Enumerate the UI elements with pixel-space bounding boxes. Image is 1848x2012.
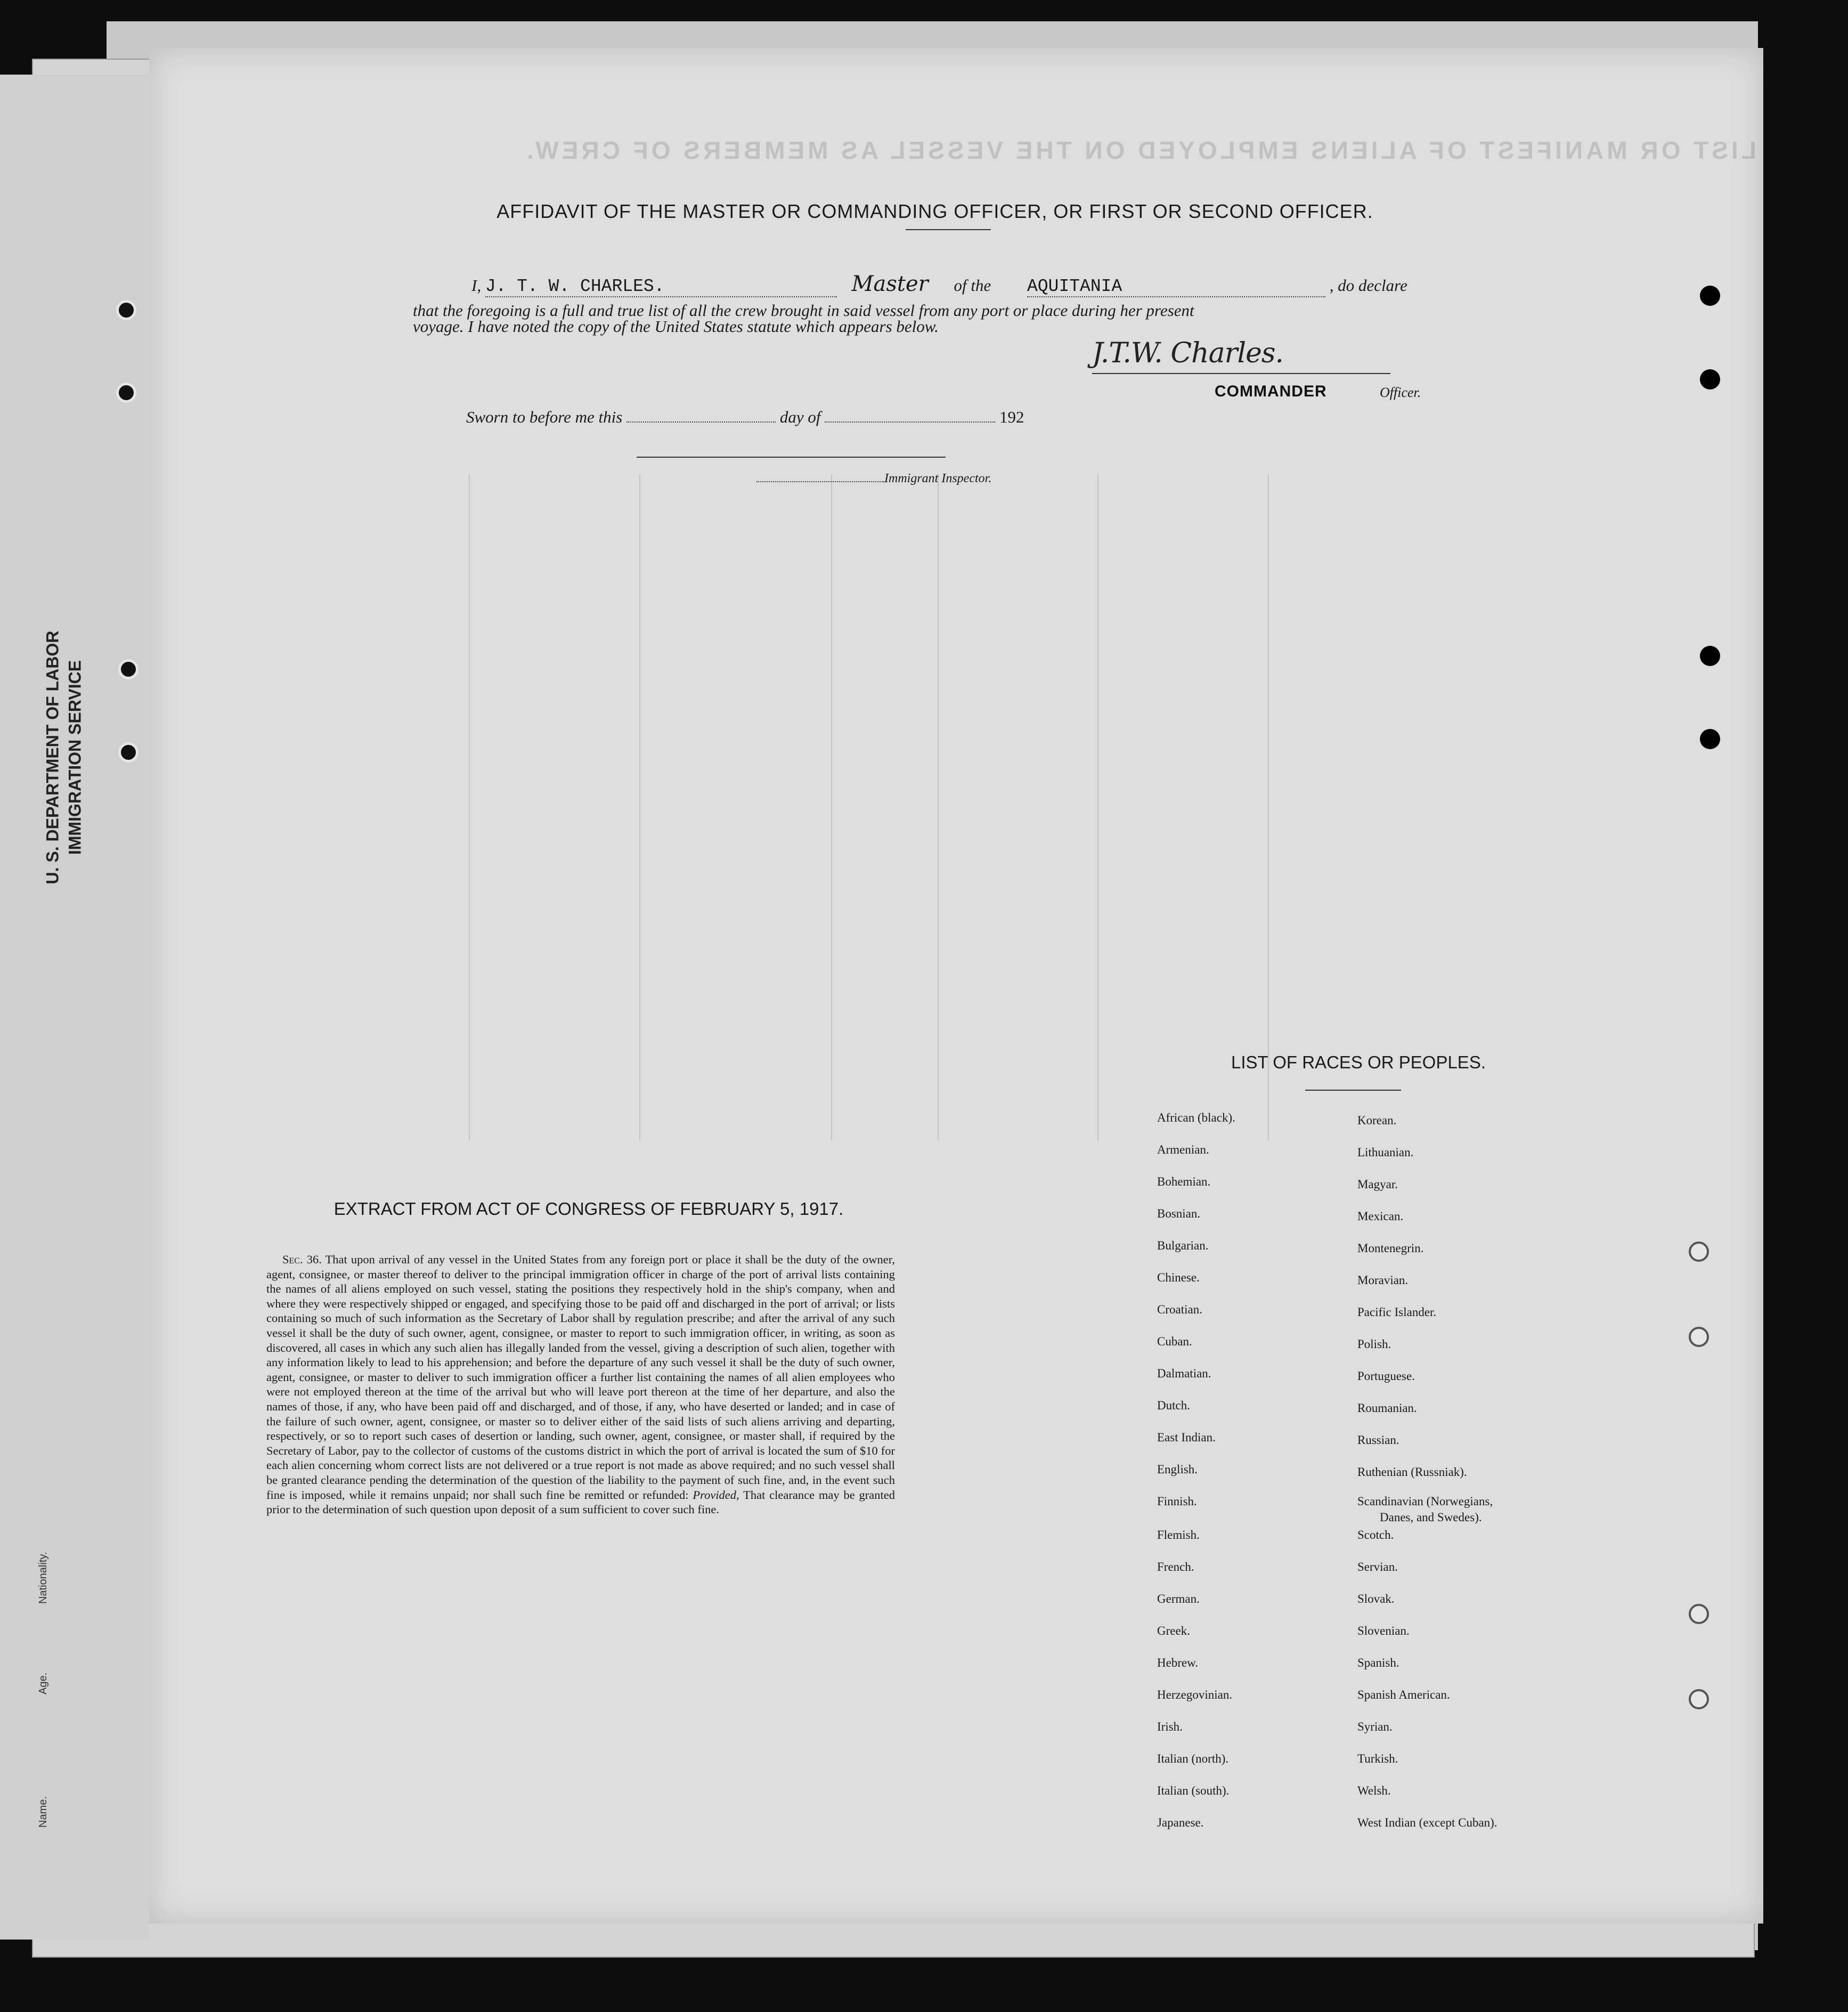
race-item: Cuban. <box>1157 1335 1192 1348</box>
of-the-text: of the <box>954 276 991 295</box>
race-item: Armenian. <box>1157 1143 1209 1156</box>
service-name: IMMIGRATION SERVICE <box>65 660 84 855</box>
race-item: Dutch. <box>1157 1399 1190 1412</box>
age-column-label: Age. <box>37 1672 49 1694</box>
race-item: Ruthenian (Russniak). <box>1357 1465 1467 1479</box>
department-name: U. S. DEPARTMENT OF LABOR <box>43 630 62 885</box>
affidavit-title: AFFIDAVIT OF THE MASTER OR COMMANDING OFFICER, OR FIRST OR SECOND OFFICER. <box>496 200 1373 222</box>
race-item: West Indian (except Cuban). <box>1357 1816 1497 1829</box>
commander-stamp: COMMANDER <box>1215 383 1327 400</box>
race-item: German. <box>1157 1592 1200 1605</box>
race-item: Dalmatian. <box>1157 1367 1211 1380</box>
day-of-text: day of <box>779 408 821 426</box>
races-title: LIST OF RACES OR PEOPLES. <box>1231 1052 1486 1072</box>
race-item: Italian (north). <box>1157 1752 1229 1765</box>
extract-title: EXTRACT FROM ACT OF CONGRESS OF FEBRUARY 5, 1917. <box>333 1199 844 1219</box>
race-item: Italian (south). <box>1157 1784 1230 1797</box>
race-item: Greek. <box>1157 1624 1190 1637</box>
divider <box>1305 1090 1401 1091</box>
race-item: Roumanian. <box>1357 1401 1417 1415</box>
punch-hole <box>118 659 139 679</box>
provided-word: Provided, <box>693 1488 739 1502</box>
sworn-month-blank <box>825 421 995 423</box>
sworn-day-blank <box>626 421 776 423</box>
rank: Master <box>851 272 929 296</box>
declaration-line-2: that the foregoing is a full and true list of all the crew brought in said vessel from any port or place during her present <box>413 301 1194 320</box>
inspector-label: Immigrant Inspector. <box>884 472 992 485</box>
race-item: Croatian. <box>1157 1303 1202 1316</box>
nationality-column-label: Nationality. <box>37 1552 49 1604</box>
race-item: Polish. <box>1357 1337 1391 1351</box>
race-item: Herzegovinian. <box>1157 1688 1233 1701</box>
department-label <box>42 518 86 997</box>
vessel-name: AQUITANIA <box>1027 277 1325 297</box>
inspector-signature-line <box>637 457 946 458</box>
officer-label: Officer. <box>1380 385 1421 400</box>
race-item: Scandinavian (Norwegians, <box>1357 1495 1493 1508</box>
race-item: Danes, and Swedes). <box>1380 1511 1482 1524</box>
race-item: Japanese. <box>1157 1816 1204 1829</box>
declaration-line-3: voyage. I have noted the copy of the United States statute which appears below. <box>413 317 939 336</box>
race-item: Syrian. <box>1357 1720 1393 1733</box>
race-item: Chinese. <box>1157 1271 1200 1284</box>
master-name: J. T. W. CHARLES. <box>485 277 837 297</box>
race-item: English. <box>1157 1463 1198 1476</box>
race-item: Turkish. <box>1357 1752 1398 1765</box>
section-number: Sec. 36. <box>282 1253 322 1266</box>
punch-hole <box>116 300 136 320</box>
race-item: Welsh. <box>1357 1784 1391 1797</box>
name-column-label: Name. <box>37 1796 49 1828</box>
punch-hole <box>1700 286 1720 306</box>
race-item: Hebrew. <box>1157 1656 1199 1669</box>
i-prefix: I, <box>471 276 482 295</box>
punch-hole <box>1689 1689 1709 1709</box>
section-tail: That clearance may be granted prior to the determination of such question upon deposit of a sum sufficient to cover such fine. <box>266 1488 895 1516</box>
race-item: Flemish. <box>1157 1528 1200 1542</box>
race-item: Scotch. <box>1357 1528 1394 1542</box>
race-item: African (black). <box>1157 1111 1235 1124</box>
race-item: East Indian. <box>1157 1431 1216 1444</box>
punch-hole <box>118 742 139 762</box>
race-item: Slovenian. <box>1357 1624 1410 1637</box>
inspector-blank <box>756 481 884 482</box>
race-item: Bulgarian. <box>1157 1239 1209 1252</box>
race-item: Portuguese. <box>1357 1369 1415 1383</box>
race-item: Servian. <box>1357 1560 1398 1573</box>
sworn-line <box>466 408 1024 427</box>
signature-line <box>1092 373 1390 374</box>
race-item: Slovak. <box>1357 1592 1395 1605</box>
section-text: That upon arrival of any vessel in the United States from any foreign port or place it shall be the duty of the owner, agent, consignee, or master thereof to deliver to the principal immigration officer in charge of the port of arrival lists containing the names of all aliens employed on such vessel, stating the positions they respectively hold in the ship's company, when and where they were respectively shipped or engaged, and specifying those to be paid off and discharged in the port of arrival; or lists containing so much of such information as the Secretary of Labor shall by regulation prescribe; and after the arrival of any such vessel it shall be the duty of such owner, agent, consignee, or master to report to such immigration officer, in writing, as soon as discovered, all cases in which any such alien has illegally landed from the vessel, giving a description of such alien, together with any information likely to lead to his apprehension; and before the departure of any such vessel it shall be the duty of such owner, agent, consignee, or master to deliver to such immigration officer a further list containing the names of all alien employees who were not employed thereon at the time of the arrival but who will leave port thereon at the time of her departure, and also the names of those, if any, who have been paid off and discharged, and of those, if any, who have deserted or landed; and in case of the failure of such owner, agent, consignee, or master so to deliver either of the said lists of such aliens arriving and departing, respectively, or so to report such cases of desertion or landing, such owner, agent, consignee, or master shall, if required by the Secretary of Labor, pay to the collector of customs of the customs district in which the port of arrival is located the sum of $10 for each alien concerning whom correct lists are not delivered or a true report is not made as above required; and no such vessel shall be granted clearance pending the determination of the question of the liability to the payment of such fine, and, in the event such fine is imposed, while it remains unpaid; nor shall such fine be remitted or refunded: <box>266 1253 895 1502</box>
race-item: Spanish American. <box>1357 1688 1450 1701</box>
punch-hole <box>116 383 136 403</box>
race-item: Irish. <box>1157 1720 1183 1733</box>
sworn-text: Sworn to before me this <box>466 408 623 426</box>
punch-hole <box>1700 646 1720 666</box>
declaration-line-1 <box>471 272 1407 297</box>
declare-text: , do declare <box>1329 276 1407 295</box>
race-item: Bosnian. <box>1157 1207 1201 1220</box>
form-page <box>149 48 1763 1924</box>
race-item: Spanish. <box>1357 1656 1399 1669</box>
bleed-through-heading: LIST OR MANIFEST OF ALIENS EMPLOYED ON THE VESSEL AS MEMBERS OF CREW. <box>524 136 1756 164</box>
divider <box>906 229 991 230</box>
race-item: French. <box>1157 1560 1194 1573</box>
race-item: Moravian. <box>1357 1273 1409 1287</box>
punch-hole <box>1689 1327 1709 1347</box>
master-signature: J.T.W. Charles. <box>1092 337 1284 369</box>
punch-hole <box>1689 1604 1709 1624</box>
race-item: Finnish. <box>1157 1495 1197 1508</box>
race-item: Lithuanian. <box>1357 1146 1414 1159</box>
punch-hole <box>1700 729 1720 749</box>
race-item: Korean. <box>1357 1114 1397 1127</box>
race-item: Bohemian. <box>1157 1175 1211 1188</box>
race-item: Pacific Islander. <box>1357 1305 1437 1319</box>
bleed-through-grid <box>469 474 1481 1140</box>
punch-hole <box>1700 369 1720 390</box>
race-item: Mexican. <box>1357 1210 1404 1223</box>
punch-hole <box>1689 1242 1709 1262</box>
year-text: 192 <box>999 408 1024 426</box>
extract-body <box>266 1252 895 1517</box>
left-form-strip <box>0 75 149 1940</box>
race-item: Russian. <box>1357 1433 1399 1447</box>
race-item: Montenegrin. <box>1357 1242 1424 1255</box>
inspector-line <box>756 472 991 486</box>
race-item: Magyar. <box>1357 1178 1398 1191</box>
